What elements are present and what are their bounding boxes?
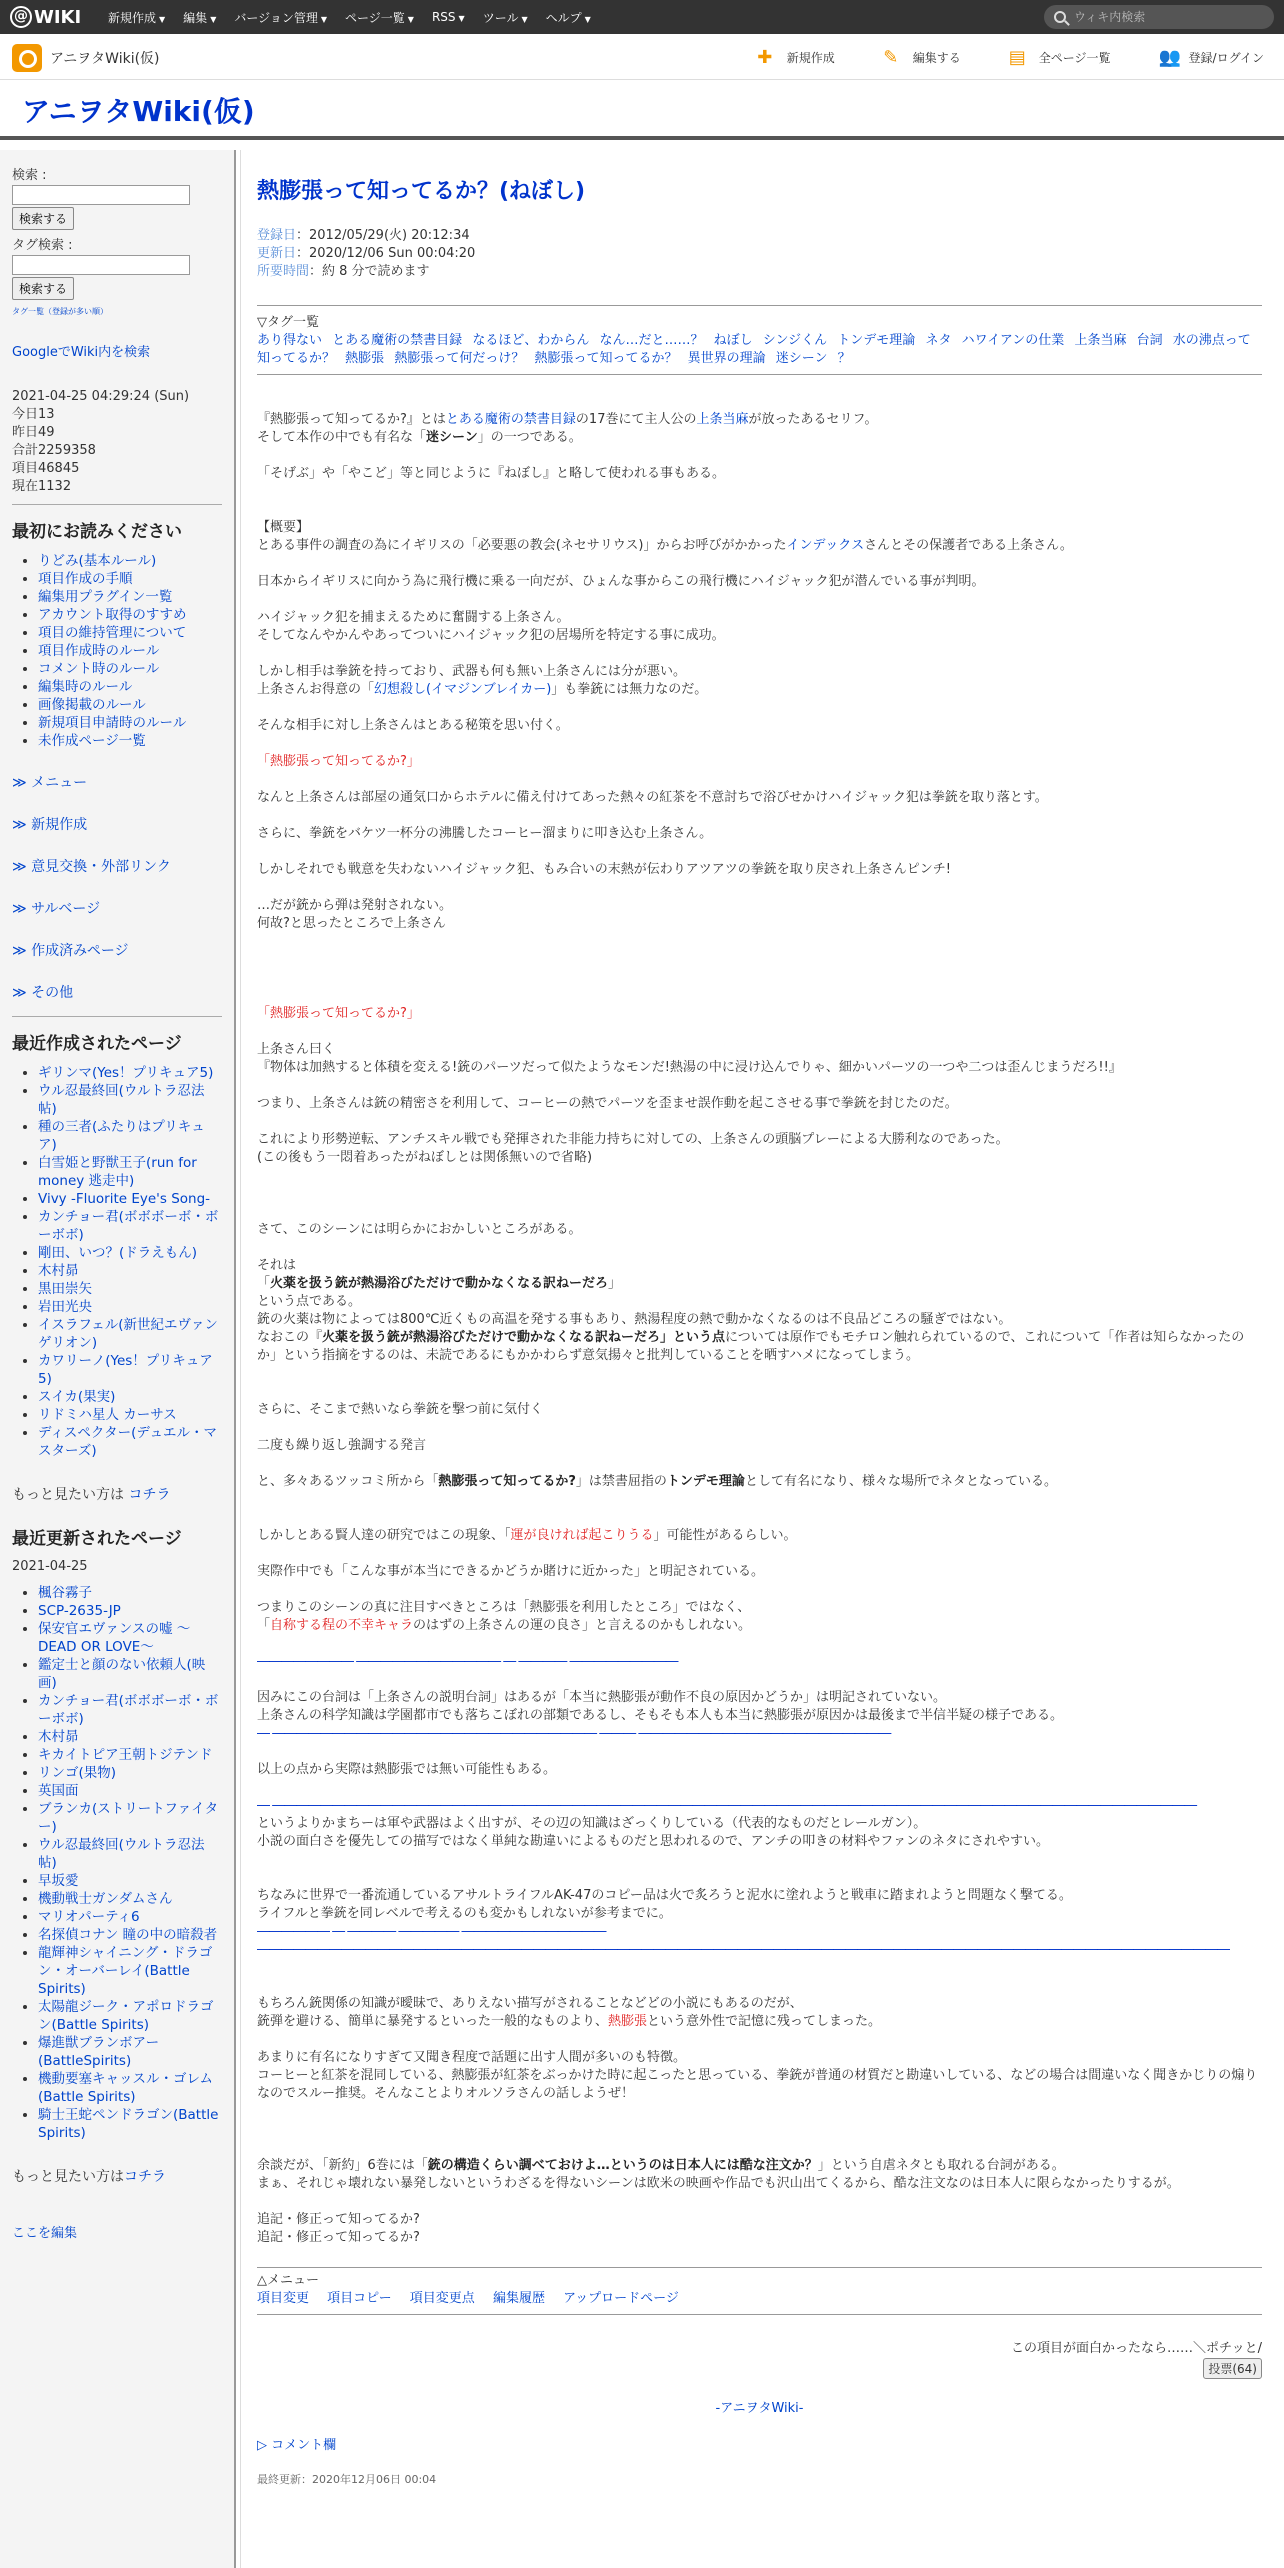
comment-toggle: ▷ コメント欄 bbox=[257, 2438, 337, 2453]
upload-link[interactable]: アップロードページ bbox=[563, 2291, 679, 2306]
plus-icon: ✚ bbox=[757, 46, 773, 68]
change-item-link[interactable]: 項目変更 bbox=[257, 2291, 310, 2306]
paragraph: 上条さんお得意の「幻想殺し(イマジンブレイカー)」も拳銃には無力なのだ。 bbox=[257, 682, 708, 697]
paragraph: 銃の火薬は物によっては800℃近くもの高温を発する事もあり、熱湯程度の熱で動かなくなるのは不良品どころの騒ぎではない。 bbox=[257, 1312, 1012, 1327]
link[interactable]: 幻想殺し(イマジンブレイカー) bbox=[374, 682, 552, 697]
user-add-icon: 👥 bbox=[1158, 46, 1181, 68]
at-logo-icon: @ bbox=[10, 6, 32, 28]
sidebar-search-input[interactable] bbox=[12, 185, 190, 205]
paragraph: もちろん銃関係の知識が曖昧で、ありえない描写がされることなどどの小説にもあるのだが、 bbox=[257, 1996, 803, 2011]
footer-wiki-link: -アニヲタWiki- bbox=[715, 2401, 804, 2416]
secondary-bar bbox=[0, 34, 1284, 80]
divider bbox=[12, 504, 222, 505]
list-item: • コメント時のルール bbox=[38, 660, 222, 678]
menu-rss[interactable]: RSS ▼ bbox=[431, 10, 465, 24]
article-body bbox=[257, 375, 1262, 2247]
page-meta: 登録日：2012/05/29(火) 20:12:34 更新日：2020/12/06 Sun 00:04:20 所要時間：約 8 分で読めます bbox=[257, 228, 476, 279]
paragraph: 「自称する程の不幸キャラのはずの上条さんの運の良さ」と言えるのかもしれない。 bbox=[257, 1618, 752, 1633]
paragraph: と、多々あるツッコミ所から「熱膨張って知ってるか?」は禁書屈指のトンデモ理論として有名になり、様々な場所でネタとなっている。 bbox=[257, 1474, 1057, 1489]
paragraph: 上条さん曰く bbox=[257, 1042, 336, 1057]
fold-menu[interactable]: ≫ メニュー bbox=[12, 772, 222, 792]
list-item: • 機動要塞キャッスル・ゴレム(Battle Spirits) bbox=[38, 2070, 222, 2106]
more-updated: もっと見たい方はコチラ bbox=[12, 2169, 166, 2185]
paragraph: さらに、拳銃をバケツ一杯分の沸騰したコーヒー溜まりに叩き込む上条さん。 bbox=[257, 826, 713, 841]
paragraph: さらに、そこまで熱いなら拳銃を撃つ前に気付く bbox=[257, 1402, 544, 1417]
paragraph: そんな相手に対し上条さんはとある秘策を思い付く。 bbox=[257, 718, 569, 733]
paragraph: なおこの『火薬を扱う銃が熱湯浴びただけで動かなくなる訳ねーだろ」という点については原作でもモチロン触れられているので、これについて「作者は知らなかったのか」という指摘をするのは、未読であるにもかかわらず意気揚々と批判していることを晒すハメになってしまう。 bbox=[257, 1330, 1245, 1363]
tag-list bbox=[257, 314, 1262, 368]
tag-link[interactable]: 熱膨張 bbox=[345, 351, 385, 366]
list-item: • カンチョー君(ボボボーボ・ボーボボ) bbox=[38, 1208, 222, 1244]
menu-version[interactable]: バージョン管理 ▼ bbox=[234, 10, 328, 25]
section-heading: 【概要】 bbox=[257, 520, 310, 535]
stat-items: 項目46845 bbox=[12, 461, 80, 476]
tag-link[interactable]: ハワイアンの仕業 bbox=[961, 333, 1065, 348]
paragraph: 追記・修正って知ってるか? bbox=[257, 2212, 420, 2227]
page-title: 熱膨張って知ってるか？(ねぼし) bbox=[257, 179, 586, 204]
caret-down-icon: ▼ bbox=[521, 14, 528, 24]
list-item: • Vivy -Fluorite Eye's Song- bbox=[38, 1190, 222, 1208]
edit-button[interactable]: ✎ 編集する bbox=[883, 46, 961, 68]
page-menu bbox=[257, 2272, 1262, 2308]
paragraph: さて、このシーンには明らかにおかしいところがある。 bbox=[257, 1222, 582, 1237]
menu-new[interactable]: 新規作成 ▼ bbox=[108, 10, 166, 25]
access-stats bbox=[12, 388, 222, 496]
list-item: • りどみ(基本ルール) bbox=[38, 552, 222, 570]
wiki-search-input[interactable] bbox=[1072, 9, 1262, 25]
dash-line: ―――――― ― ―――― ――――― ―――――――――――― ――――――――――――――――――――――――――――――――――――――――――――――――――――――――――――――――――――――――――――――――― bbox=[257, 1924, 1229, 1957]
divider bbox=[257, 305, 1262, 306]
paragraph: 以上の点から実際は熱膨張では無い可能性もある。 bbox=[257, 1762, 557, 1777]
tag-link[interactable]: ？ bbox=[837, 351, 851, 366]
paragraph: 銃弾を避ける、簡単に暴発するといった一般的なものより、熱膨張という意外性で記憶に残ってしまった。 bbox=[257, 2014, 882, 2029]
list-item: • 爆進獣ブランボアー(BattleSpirits) bbox=[38, 2034, 222, 2070]
paragraph: コーヒーと紅茶を混同している、熱膨張が紅茶をぶっかけた時に起こったと思っている、拳銃が普通の材質だと勘違いしている、などの場合は間違いなく聞きかじりの煽りなのでスルー推奨。そんなことよりオルソラさんの話しようぜ！ bbox=[257, 2068, 1258, 2101]
recent-updated-date: 2021-04-25 bbox=[12, 1559, 88, 1574]
paragraph: しかし相手は拳銃を持っており、武器も何も無い上条さんには分が悪い。 bbox=[257, 664, 687, 679]
paragraph: 『熱膨張って知ってるか?』とはとある魔術の禁書目録の17巻にて主人公の上条当麻が放ったあるセリフ。 bbox=[257, 412, 878, 427]
first-read-list bbox=[12, 552, 222, 750]
list-item: • リドミハ星人 カーサス bbox=[38, 1406, 222, 1424]
list-item: • 黒田崇矢 bbox=[38, 1280, 222, 1298]
dash-line: ― ――――――――――――――――――――――――――――――――――――――――――――――――――――――――――――――――――――――――――――― bbox=[257, 1798, 1197, 1813]
list-item: • 項目作成の手順 bbox=[38, 570, 222, 588]
list-item: • 種の三者(ふたりはプリキュア) bbox=[38, 1118, 222, 1154]
paragraph: 何故?と思ったところで上条さん bbox=[257, 916, 446, 931]
list-item: • 未作成ページ一覧 bbox=[38, 732, 222, 750]
divider bbox=[257, 2314, 1262, 2315]
list-item: • ディスペクター(デュエル・マスターズ) bbox=[38, 1424, 222, 1460]
paragraph: これにより形勢逆転、アンチスキル戦でも発揮された非能力持ちに対しての、上条さんの頭脳プレーによる大勝利なのであった。 bbox=[257, 1132, 1009, 1147]
fold-other[interactable]: ≫ その他 bbox=[12, 982, 222, 1002]
tag-link[interactable]: トンデモ理論 bbox=[837, 333, 916, 348]
link[interactable]: 上条当麻 bbox=[696, 412, 749, 427]
paragraph: とある事件の調査の為にイギリスの「必要悪の教会(ネセサリウス)」からお呼びがかかったインデックスさんとその保護者である上条さん。 bbox=[257, 538, 1073, 553]
recent-created-list bbox=[12, 1064, 222, 1460]
paragraph: つまり、上条さんは銃の精密さを利用して、コーヒーの熱でパーツを歪ませ誤作動を起こさせる事で拳銃を封じたのだ。 bbox=[257, 1096, 958, 1111]
new-page-button[interactable]: ✚ 新規作成 bbox=[757, 46, 835, 68]
tag-link[interactable]: 上条当麻 bbox=[1074, 333, 1127, 348]
list-item: • 太陽龍ジーク・アポロドラゴン(Battle Spirits) bbox=[38, 1998, 222, 2034]
paragraph: 因みにこの台詞は「上条さんの説明台詞」はあるが「本当に熱膨張が動作不良の原因かどうか」は明記されていない。 bbox=[257, 1690, 947, 1705]
list-item: • 保安官エヴァンスの嘘 ～DEAD OR LOVE～ bbox=[38, 1620, 222, 1656]
stat-yesterday: 昨日49 bbox=[12, 425, 55, 440]
site-logo-icon bbox=[12, 44, 42, 72]
list-item: • カンチョー君(ボボボーボ・ボーボボ) bbox=[38, 1692, 222, 1728]
list-item: • SCP-2635-JP bbox=[38, 1602, 222, 1620]
dash-line: ―――――――― ―――――――――――― ― ―――― ――――――――― bbox=[257, 1654, 678, 1669]
paragraph: そして本作の中でも有名な「迷シーン」の一つである。 bbox=[257, 430, 582, 445]
more-updated-link[interactable]: コチラ bbox=[124, 2169, 166, 2185]
list-item: • 楓谷霧子 bbox=[38, 1584, 222, 1602]
menu-edit[interactable]: 編集 ▼ bbox=[183, 10, 217, 25]
list-item: • 編集用プラグイン一覧 bbox=[38, 588, 222, 606]
tag-search-label: タグ検索 : bbox=[12, 238, 73, 253]
paragraph: 日本からイギリスに向かう為に飛行機に乗る一向だが、ひょんな事からこの飛行機にハイジャック犯が潜んでいる事が判明。 bbox=[257, 574, 985, 589]
diff-link[interactable]: 項目変更点 bbox=[409, 2291, 475, 2306]
recent-created-heading: 最近作成されたページ bbox=[12, 1034, 182, 1054]
paragraph: しかしそれでも戦意を失わないハイジャック犯、もみ合いの末熱が伝わりアツアツの拳銃を取り戻され上条さんピンチ! bbox=[257, 862, 951, 877]
list-item: • スイカ(果実) bbox=[38, 1388, 222, 1406]
all-pages-button[interactable]: ▤ 全ページ一覧 bbox=[1008, 46, 1111, 68]
list-item: • 木村昴 bbox=[38, 1728, 222, 1746]
paragraph: …だが銃から弾は発射されない。 bbox=[257, 898, 453, 913]
tag-search-input[interactable] bbox=[12, 255, 190, 275]
paragraph: ハイジャック犯を捕まえるために奮闘する上条さん。 bbox=[257, 610, 570, 625]
paragraph: そしてなんやかんやあってついにハイジャック犯の居場所を特定する事に成功。 bbox=[257, 628, 725, 643]
quote: 「熱膨張って知ってるか?」 bbox=[257, 1006, 420, 1021]
list-item: • 早坂愛 bbox=[38, 1872, 222, 1890]
list-item: • ウル忍最終回(ウルトラ忍法帖) bbox=[38, 1836, 222, 1872]
paragraph: (この後もう一悶着あったがねぼしとは関係無いので省略) bbox=[257, 1150, 593, 1165]
list-item: • 岩田光央 bbox=[38, 1298, 222, 1316]
paragraph: なんと上条さんは部屋の通気口からホテルに備え付けてあった熱々の紅茶を不意討ちで浴びせかけハイジャック犯は拳銃を取り落とす。 bbox=[257, 790, 1048, 805]
stat-now: 現在1132 bbox=[12, 479, 72, 494]
paragraph: ちなみに世界で一番流通しているアサルトライフルAK-47のコピー品は火で炙ろうと泥水に塗れようと戦車に踏まれようと問題なく撃てる。 bbox=[257, 1888, 1072, 1903]
fold-created[interactable]: ≫ 作成済みページ bbox=[12, 940, 222, 960]
paragraph: 二度も繰り返し強調する発言 bbox=[257, 1438, 427, 1453]
tag-link[interactable]: 迷シーン bbox=[775, 351, 828, 366]
stat-total: 合計2259358 bbox=[12, 443, 96, 458]
caret-down-icon: ▼ bbox=[320, 14, 328, 24]
vote-text: この項目が面白かったなら……＼ポチッと/ bbox=[1011, 2341, 1262, 2356]
search-icon[interactable] bbox=[1054, 11, 1066, 23]
list-item: • 項目の維持管理について bbox=[38, 624, 222, 642]
list-item: • 鑑定士と顔のない依頼人(映画) bbox=[38, 1656, 222, 1692]
list-item: • 機動戦士ガンダムさん bbox=[38, 1890, 222, 1908]
first-read-heading: 最初にお読みください bbox=[12, 522, 182, 542]
paragraph: しかしとある賢人達の研究ではこの現象、「運が良ければ起こりうる」可能性があるらしい。 bbox=[257, 1528, 797, 1543]
list-item: • アカウント取得のすすめ bbox=[38, 606, 222, 624]
paragraph: それは bbox=[257, 1258, 297, 1273]
tag-list-link[interactable]: タグ一覧（登録が多い順） bbox=[12, 307, 108, 316]
history-link[interactable]: 編集履歴 bbox=[492, 2291, 545, 2306]
dash-line: ― ――――――――――――――――――――――――――― ――― ――――――――――――――――――――― bbox=[257, 1726, 891, 1741]
link[interactable]: インデックス bbox=[786, 538, 865, 553]
list-item: • 項目作成時のルール bbox=[38, 642, 222, 660]
tag-link[interactable]: 異世界の理論 bbox=[687, 351, 766, 366]
paragraph: 小説の面白さを優先しての描写ではなく単純な勘違いによるものだと思われるので、アンチの叩きの材料やファンのネタにされやすい。 bbox=[257, 1834, 1049, 1849]
paragraph: 『物体は加熱すると体積を変える!銃のパーツだって似たようなモンだ!熱湯の中に浸け込んでりゃ、細かいパーツの一つや二つは歪んじまうだろ!!』 bbox=[257, 1060, 1122, 1075]
caret-down-icon: ▼ bbox=[407, 14, 414, 24]
tag-link[interactable]: 水の沸点って知ってるか？ bbox=[257, 333, 1251, 366]
tag-link[interactable]: シンジくん bbox=[762, 333, 828, 348]
list-item: • 新規項目申請時のルール bbox=[38, 714, 222, 732]
tag-link[interactable]: あり得ない bbox=[257, 333, 323, 348]
fold-links[interactable]: ≫ 意見交換・外部リンク bbox=[12, 856, 222, 876]
paragraph: 余談だが、「新約」6巻には「銃の構造くらい調べておけよ…というのは日本人には酷な注文か？」という自虐ネタとも取れる台詞がある。 bbox=[257, 2158, 1065, 2173]
list-item: • ウル忍最終回(ウルトラ忍法帖) bbox=[38, 1082, 222, 1118]
more-created-link[interactable]: コチラ bbox=[128, 1487, 171, 1503]
list-item: • リンゴ(果物) bbox=[38, 1764, 222, 1782]
fold-salvage[interactable]: ≫ サルベージ bbox=[12, 898, 222, 918]
document-icon: ▤ bbox=[1008, 46, 1026, 68]
caret-down-icon: ▼ bbox=[458, 14, 465, 23]
paragraph: ライフルと拳銃を同レベルで考えるのも変かもしれないが参考までに。 bbox=[257, 1906, 672, 1921]
tag-link[interactable]: ねぼし bbox=[713, 333, 753, 348]
tag-heading[interactable]: ▽タグ一覧 bbox=[257, 315, 319, 330]
banner bbox=[0, 80, 1284, 140]
vote-area bbox=[257, 2337, 1262, 2379]
more-created: もっと見たい方は コチラ bbox=[12, 1487, 171, 1503]
sidebar-search-button[interactable]: 検索する bbox=[12, 207, 74, 230]
menu-help[interactable]: ヘルプ ▼ bbox=[545, 10, 591, 25]
paragraph: 追記・修正って知ってるか? bbox=[257, 2230, 420, 2245]
paragraph: あまりに有名になりすぎて又聞き程度で話題に出す人間が多いのも特徴。 bbox=[257, 2050, 687, 2065]
paragraph: 上条さんの科学知識は学園都市でも落ちこぼれの部類であるし、そもそも本人も本当に熱膨張が原因かは最後まで半信半疑の様子である。 bbox=[257, 1708, 1064, 1723]
site-logo[interactable]: アニヲタWiki(仮) bbox=[12, 44, 160, 72]
list-item: • イスラフェル(新世紀エヴァンゲリオン) bbox=[38, 1316, 222, 1352]
quote: 「熱膨張って知ってるか?」 bbox=[257, 754, 420, 769]
vote-button[interactable]: 投票(64) bbox=[1203, 2358, 1262, 2379]
paragraph: 実際作中でも「こんな事が本当にできるかどうか賭けに近かった」と明記されている。 bbox=[257, 1564, 765, 1579]
tag-search-button[interactable]: 検索する bbox=[12, 277, 74, 300]
divider bbox=[12, 1016, 222, 1017]
top-menu bbox=[108, 0, 609, 34]
tag-link[interactable]: なん…だと……？ bbox=[599, 333, 704, 348]
google-search-link[interactable]: GoogleでWiki内を検索 bbox=[12, 345, 151, 360]
caret-down-icon: ▼ bbox=[584, 14, 591, 24]
caret-down-icon: ▼ bbox=[159, 14, 166, 24]
banner-title[interactable]: アニヲタWiki(仮) bbox=[22, 95, 255, 128]
wiki-search-box bbox=[1044, 5, 1274, 29]
list-item: • ギリンマ(Yes！プリキュア5) bbox=[38, 1064, 222, 1082]
stat-datetime: 2021-04-25 04:29:24 (Sun) bbox=[12, 389, 190, 404]
list-item: • 名探偵コナン 瞳の中の暗殺者 bbox=[38, 1926, 222, 1944]
caret-down-icon: ▼ bbox=[210, 14, 217, 24]
paragraph: 「そげぶ」や「やこど」等と同じように『ねぼし』と略して使われる事もある。 bbox=[257, 466, 726, 481]
tag-link[interactable]: 熱膨張って知ってるか？ bbox=[534, 351, 678, 366]
site-actions bbox=[729, 34, 1284, 80]
login-button[interactable]: 👥 登録/ログイン bbox=[1158, 46, 1264, 68]
list-item: • 龍輝神シャイニング・ドラゴン・オーバーレイ(Battle Spirits) bbox=[38, 1944, 222, 1998]
list-item: • 騎士王蛇ペンドラゴン(Battle Spirits) bbox=[38, 2106, 222, 2142]
edit-sidebar-link[interactable]: ここを編集 bbox=[12, 2226, 78, 2241]
list-item: • マリオパーティ6 bbox=[38, 1908, 222, 1926]
copy-item-link[interactable]: 項目コピー bbox=[327, 2291, 392, 2306]
divider bbox=[257, 2267, 1262, 2268]
stat-today: 今日13 bbox=[12, 407, 55, 422]
page-menu-heading: △メニュー bbox=[257, 2273, 319, 2288]
pencil-icon: ✎ bbox=[883, 46, 899, 68]
list-item: • ブランカ(ストリートファイター) bbox=[38, 1800, 222, 1836]
menu-pages[interactable]: ページ一覧 ▼ bbox=[345, 10, 414, 25]
left-sidebar bbox=[0, 150, 236, 2568]
list-item: • 英国面 bbox=[38, 1782, 222, 1800]
list-item: • カワリーノ(Yes！プリキュア5) bbox=[38, 1352, 222, 1388]
menu-tools[interactable]: ツール ▼ bbox=[482, 10, 528, 25]
recent-updated-heading: 最近更新されたページ bbox=[12, 1529, 182, 1549]
paragraph: という点である。 bbox=[257, 1294, 362, 1309]
list-item: • 白雪姫と野獣王子(run for money 逃走中) bbox=[38, 1154, 222, 1190]
paragraph: まぁ、それじゃ壊れない暴発しないというわざるを得ないシーンは欧米の映画や作品でも沢山出てくるから、酷な注文なのは日本人に限らなかったりするが。 bbox=[257, 2176, 1180, 2191]
link[interactable]: とある魔術の禁書目録 bbox=[445, 412, 576, 427]
wiki-logo[interactable]: @ WIKI bbox=[10, 6, 81, 28]
list-item: • 画像掲載のルール bbox=[38, 696, 222, 714]
recent-updated-list bbox=[12, 1584, 222, 2142]
last-updated: 最終更新：2020年12月06日 00:04 bbox=[257, 2473, 437, 2486]
paragraph: というよりかまちーは軍や武器はよく出すが、その辺の知識はざっくりしている（代表的なものだとレールガン）。 bbox=[257, 1816, 927, 1831]
paragraph: 「火薬を扱う銃が熱湯浴びただけで動かなくなる訳ねーだろ」 bbox=[257, 1276, 622, 1291]
list-item: • 木村昴 bbox=[38, 1262, 222, 1280]
fold-new[interactable]: ≫ 新規作成 bbox=[12, 814, 222, 834]
tag-link[interactable]: ネタ bbox=[925, 333, 952, 348]
list-item: • 編集時のルール bbox=[38, 678, 222, 696]
tag-link[interactable]: なるほど、わからん bbox=[472, 333, 590, 348]
search-label: 検索 : bbox=[12, 168, 47, 183]
paragraph: つまりこのシーンの真に注目すべきところは「熱膨張を利用したところ」ではなく、 bbox=[257, 1600, 751, 1615]
list-item: • 剛田、いつ？(ドラえもん) bbox=[38, 1244, 222, 1262]
main-content bbox=[240, 150, 1284, 2568]
tag-link[interactable]: 台詞 bbox=[1136, 333, 1163, 348]
top-bar bbox=[0, 0, 1284, 34]
list-item: • キカイトピア王朝トジテンド bbox=[38, 1746, 222, 1764]
tag-link[interactable]: 熱膨張って何だっけ？ bbox=[394, 351, 525, 366]
tag-link[interactable]: とある魔術の禁書目録 bbox=[332, 333, 463, 348]
